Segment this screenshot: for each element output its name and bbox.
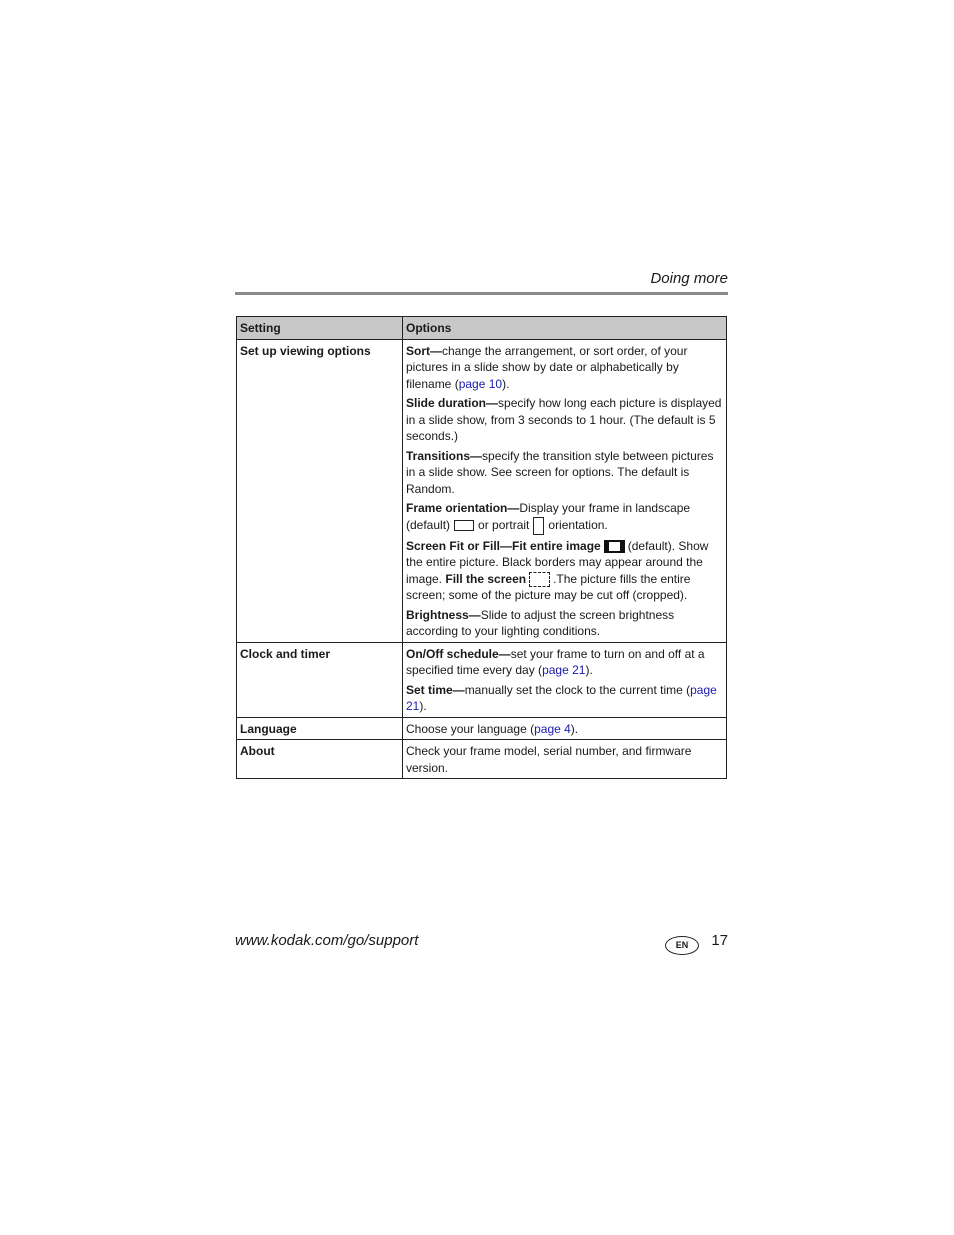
option-text: Check your frame model, serial number, and firmware version. [406,744,692,775]
header-options: Options [403,317,727,340]
options-language [403,717,727,740]
language-badge: EN [665,936,699,955]
option-slide-duration [406,395,723,445]
page-number: 17 [711,932,728,949]
option-text: manually set the clock to the current time ( [464,682,691,697]
header-rule [235,292,728,295]
page-link[interactable]: page 21 [406,682,717,713]
portrait-orientation-icon [533,517,544,535]
option-text: specify how long each picture is displayed in a slide show, from 3 seconds to 1 hour. (The default is 5 seconds.) [406,396,722,443]
option-term: Frame orientation— [406,501,520,515]
option-term: Sort— [406,343,442,358]
option-term: Transitions— [406,448,483,463]
option-text: Choose your language ( [406,721,535,736]
option-screen-fit [406,538,723,604]
option-text: change the arrangement, or sort order, of your pictures in a slide show by date or alphabetically by filename ( [406,343,688,391]
option-text: ). [502,376,510,391]
option-text: ). [419,699,427,713]
header-setting: Setting [237,317,403,340]
option-text: set your frame to turn on and off at a specified time every day ( [406,646,705,677]
settings-table [236,316,727,779]
setting-clock-timer: Clock and timer [237,642,403,717]
option-term: Set time— [406,682,465,697]
option-sort [406,343,723,393]
support-url[interactable]: www.kodak.com/go/support [235,932,419,949]
table-row [237,339,727,642]
option-text: Display your frame in landscape (default) [406,501,691,532]
option-text: (default). Show the entire picture. Black borders may appear around the image. [406,538,709,586]
page-link[interactable]: page 10 [458,376,503,391]
option-term: Brightness— [406,607,481,622]
setting-language: Language [237,717,403,740]
option-onoff-schedule [406,646,723,679]
option-text: or portrait [478,517,530,532]
page-link[interactable]: page 21 [542,663,586,677]
options-about [403,740,727,779]
option-frame-orientation [406,500,723,535]
option-text: ). [585,663,593,677]
option-text: orientation. [548,517,608,532]
option-term: Fill the screen [445,571,527,586]
option-text: .The picture fills the entire screen; some of the picture may be cut off (cropped). [406,571,691,602]
options-clock [403,642,727,717]
option-set-time [406,682,723,715]
options-viewing [403,339,727,642]
setting-about: About [237,740,403,779]
section-title: Doing more [650,270,728,287]
fit-entire-image-icon [604,540,625,553]
option-brightness [406,607,723,640]
option-term: Slide duration— [406,396,499,410]
table-row [237,642,727,717]
option-term: On/Off schedule— [406,646,511,661]
option-text: specify the transition style between pictures in a slide show. See screen for options. The default is Random. [406,448,714,496]
option-text: ). [570,721,579,736]
table-row [237,717,727,740]
page-link[interactable]: page 4 [534,721,571,736]
option-text: Slide to adjust the screen brightness according to your lighting conditions. [406,607,675,638]
landscape-orientation-icon [454,520,474,531]
table-header-row [237,317,727,340]
setting-viewing-options: Set up viewing options [237,339,403,642]
table-row [237,740,727,779]
option-term: Screen Fit or Fill—Fit entire image [406,538,601,553]
fill-screen-icon [529,572,550,587]
option-transitions [406,448,723,498]
